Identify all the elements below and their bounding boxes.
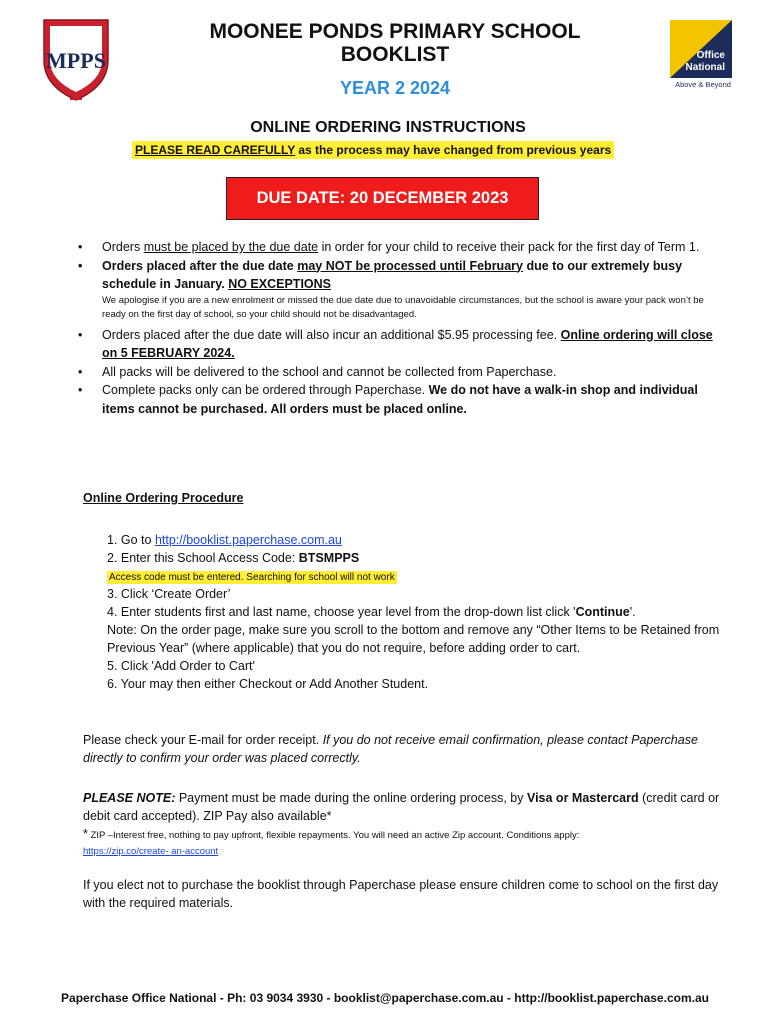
continue-label: Continue (575, 605, 630, 619)
b2-post: due to our extremely busy schedule in January. (102, 258, 683, 291)
payment-text: Payment must be made during the online ordering process, by (175, 791, 527, 805)
procedure-steps (107, 531, 727, 693)
step-4-post: '. (629, 605, 636, 619)
list-item (78, 326, 718, 363)
step-1 (107, 531, 727, 549)
step-2-text: 2. Enter this School Access Code: (107, 551, 299, 565)
receipt-text: Please check your E-mail for order receipt. (83, 733, 323, 747)
apology-note: We apologise if you are a new enrolment or missed the due date due to unavoidable circumstances, but the school is aware your pack won’t be ready on the first day of school, so your child should not be disadvantaged. (102, 294, 704, 320)
b3-pre: Orders placed after the due date will also incur an additional $5.95 processing fee. (102, 327, 561, 342)
receipt-paragraph (83, 731, 733, 767)
zip-link[interactable]: https://zip.co/create- an-account (83, 846, 219, 857)
list-item (78, 238, 718, 257)
b2-underlined: may NOT be processed until February (297, 258, 523, 273)
card-types: Visa or Mastercard (526, 791, 639, 805)
step-3: 3. Click ‘Create Order’ (107, 587, 231, 601)
office-national-line1: Office (696, 50, 725, 61)
step-1-text: 1. Go to (107, 533, 155, 547)
b2-no-exceptions: NO EXCEPTIONS (228, 277, 331, 291)
b1-underlined: must be placed by the due date (143, 240, 319, 254)
b1-pre: Orders (102, 240, 144, 254)
office-national-line2: National (685, 62, 725, 73)
zip-asterisk: * (83, 827, 88, 841)
access-code: BTSMPPS (298, 551, 360, 565)
zip-note: ZIP –Interest free, nothing to pay upfront, flexible repayments. You will need an active Zip account. Conditions apply: (87, 830, 580, 841)
access-code-note: Access code must be entered. Searching for school will not work (109, 572, 395, 583)
instructions-subtitle (132, 141, 614, 159)
b1-post: in order for your child to receive their pack for the first day of Term 1. (318, 240, 700, 254)
receipt-italic: If you do not receive email confirmation, please contact Paperchase directly to confirm your order was placed correctly. (83, 733, 698, 765)
step-4 (107, 603, 727, 621)
procedure-title: Online Ordering Procedure (83, 491, 244, 505)
footer-contact: Paperchase Office National - Ph: 03 9034 3930 - booklist@paperchase.com.au - http://booklist.paperchase.com.au (61, 991, 709, 1005)
payment-post: (credit card or debit card accepted). ZIP Pay also available* (83, 791, 720, 823)
list-item (78, 381, 718, 418)
step-4-note: Note: On the order page, make sure you scroll to the bottom and remove any “Other Items to be Retained from Previous Year” (where applicable) that you do not require, before adding order to cart. (107, 623, 720, 655)
due-date-banner: DUE DATE: 20 DECEMBER 2023 (226, 177, 539, 220)
b5-pre: Complete packs only can be ordered through Paperchase. (102, 383, 429, 397)
school-crest-logo (40, 14, 112, 102)
b2-pre: Orders placed after the due date (102, 258, 298, 273)
please-note-label: PLEASE NOTE: (83, 791, 176, 805)
list-item (78, 257, 718, 294)
read-carefully-text: PLEASE READ CAREFULLY (135, 143, 296, 157)
payment-paragraph (83, 789, 733, 859)
b5-bold: We do not have a walk-in shop and individual items cannot be purchased. All orders must be placed online. (102, 383, 698, 416)
step-5: 5. Click 'Add Order to Cart' (107, 659, 255, 673)
instructions-list (78, 238, 718, 418)
year-heading: YEAR 2 2024 (339, 78, 451, 98)
page-title: MOONEE PONDS PRIMARY SCHOOL BOOKLIST (209, 20, 581, 66)
office-national-tagline: Above & Beyond (675, 80, 731, 89)
booklist-link[interactable]: http://booklist.paperchase.com.au (154, 533, 342, 547)
step-6: 6. Your may then either Checkout or Add Another Student. (107, 677, 429, 691)
subtitle-rest: as the process may have changed from previous years (295, 143, 612, 157)
b3-underlined: Online ordering will close on 5 FEBRUARY 2024. (102, 327, 713, 360)
instructions-title: ONLINE ORDERING INSTRUCTIONS (250, 119, 526, 136)
elect-paragraph: If you elect not to purchase the booklist through Paperchase please ensure children come to school on the first day with the required materials. (83, 878, 719, 910)
crest-monogram: MPPS (46, 48, 106, 73)
step-2 (107, 549, 727, 567)
step-4-text: 4. Enter students first and last name, choose year level from the drop-down list click ' (107, 605, 576, 619)
list-item: • All packs will be delivered to the school and cannot be collected from Paperchase. (78, 363, 718, 382)
